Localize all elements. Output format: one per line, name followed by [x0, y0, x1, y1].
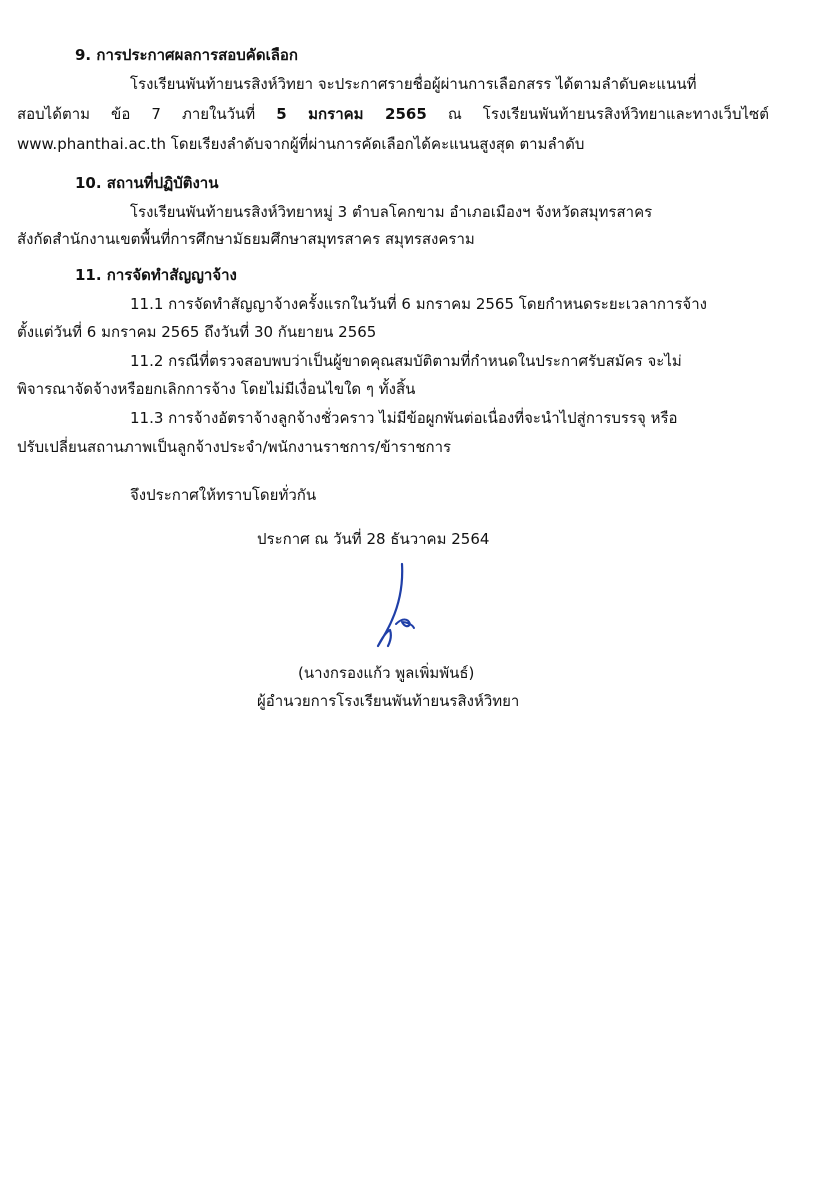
- section-10-line-1: โรงเรียนพันท้ายนรสิงห์วิทยาหมู่ 3 ตำบลโคกขาม อำเภอเมืองฯ จังหวัดสมุทรสาคร: [130, 203, 653, 221]
- section-11-1-line-1: 11.1 การจัดทำสัญญาจ้างครั้งแรกในวันที่ 6 มกราคม 2565 โดยกำหนดระยะเวลาการจ้าง: [130, 295, 707, 313]
- section-11-2-line-2: พิจารณาจัดจ้างหรือยกเลิกการจ้าง โดยไม่มีเงื่อนไขใด ๆ ทั้งสิ้น: [17, 380, 416, 398]
- section-9-heading: 9. การประกาศผลการสอบคัดเลือก: [75, 46, 298, 64]
- announcement-date-line: ประกาศ ณ วันที่ 28 ธันวาคม 2564: [257, 530, 490, 548]
- section-11-2-line-1: 11.2 กรณีที่ตรวจสอบพบว่าเป็นผู้ขาดคุณสมบัติตามที่กำหนดในประกาศรับสมัคร จะไม่: [130, 352, 682, 370]
- section-11-3-line-2: ปรับเปลี่ยนสถานภาพเป็นลูกจ้างประจำ/พนักงานราชการ/ข้าราชการ: [17, 438, 452, 456]
- signer-title: ผู้อำนวยการโรงเรียนพันท้ายนรสิงห์วิทยา: [257, 692, 520, 710]
- section-9-line-2-text-a: สอบได้ตาม ข้อ 7 ภายในวันที่: [17, 105, 277, 123]
- section-9-line-2: [17, 103, 769, 125]
- announcement-date: 5 มกราคม 2565: [276, 105, 427, 123]
- section-10-heading: 10. สถานที่ปฏิบัติงาน: [75, 174, 219, 192]
- section-11-1-line-2: ตั้งแต่วันที่ 6 มกราคม 2565 ถึงวันที่ 30 กันยายน 2565: [17, 323, 377, 341]
- section-9-line-1: โรงเรียนพันท้ายนรสิงห์วิทยา จะประกาศรายชื่อผู้ผ่านการเลือกสรร ได้ตามลำดับคะแนนที่: [130, 75, 697, 93]
- section-9-line-2-text-b: ณ โรงเรียนพันท้ายนรสิงห์วิทยาและทางเว็บไซต์: [426, 105, 769, 123]
- signer-name: (นางกรองแก้ว พูลเพิ่มพันธ์): [298, 664, 475, 682]
- section-11-heading: 11. การจัดทำสัญญาจ้าง: [75, 266, 237, 284]
- closing-announcement: จึงประกาศให้ทราบโดยทั่วกัน: [130, 486, 317, 504]
- section-9-line-3: www.phanthai.ac.th โดยเรียงลำดับจากผู้ที่ผ่านการคัดเลือกได้คะแนนสูงสุด ตามลำดับ: [17, 135, 585, 153]
- section-10-line-2: สังกัดสำนักงานเขตพื้นที่การศึกษามัธยมศึกษาสมุทรสาคร สมุทรสงคราม: [17, 230, 475, 248]
- section-11-3-line-1: 11.3 การจ้างอัตราจ้างลูกจ้างชั่วคราว ไม่มีข้อผูกพันต่อเนื่องที่จะนำไปสู่การบรรจุ หรือ: [130, 409, 678, 427]
- handwritten-signature: [362, 562, 432, 652]
